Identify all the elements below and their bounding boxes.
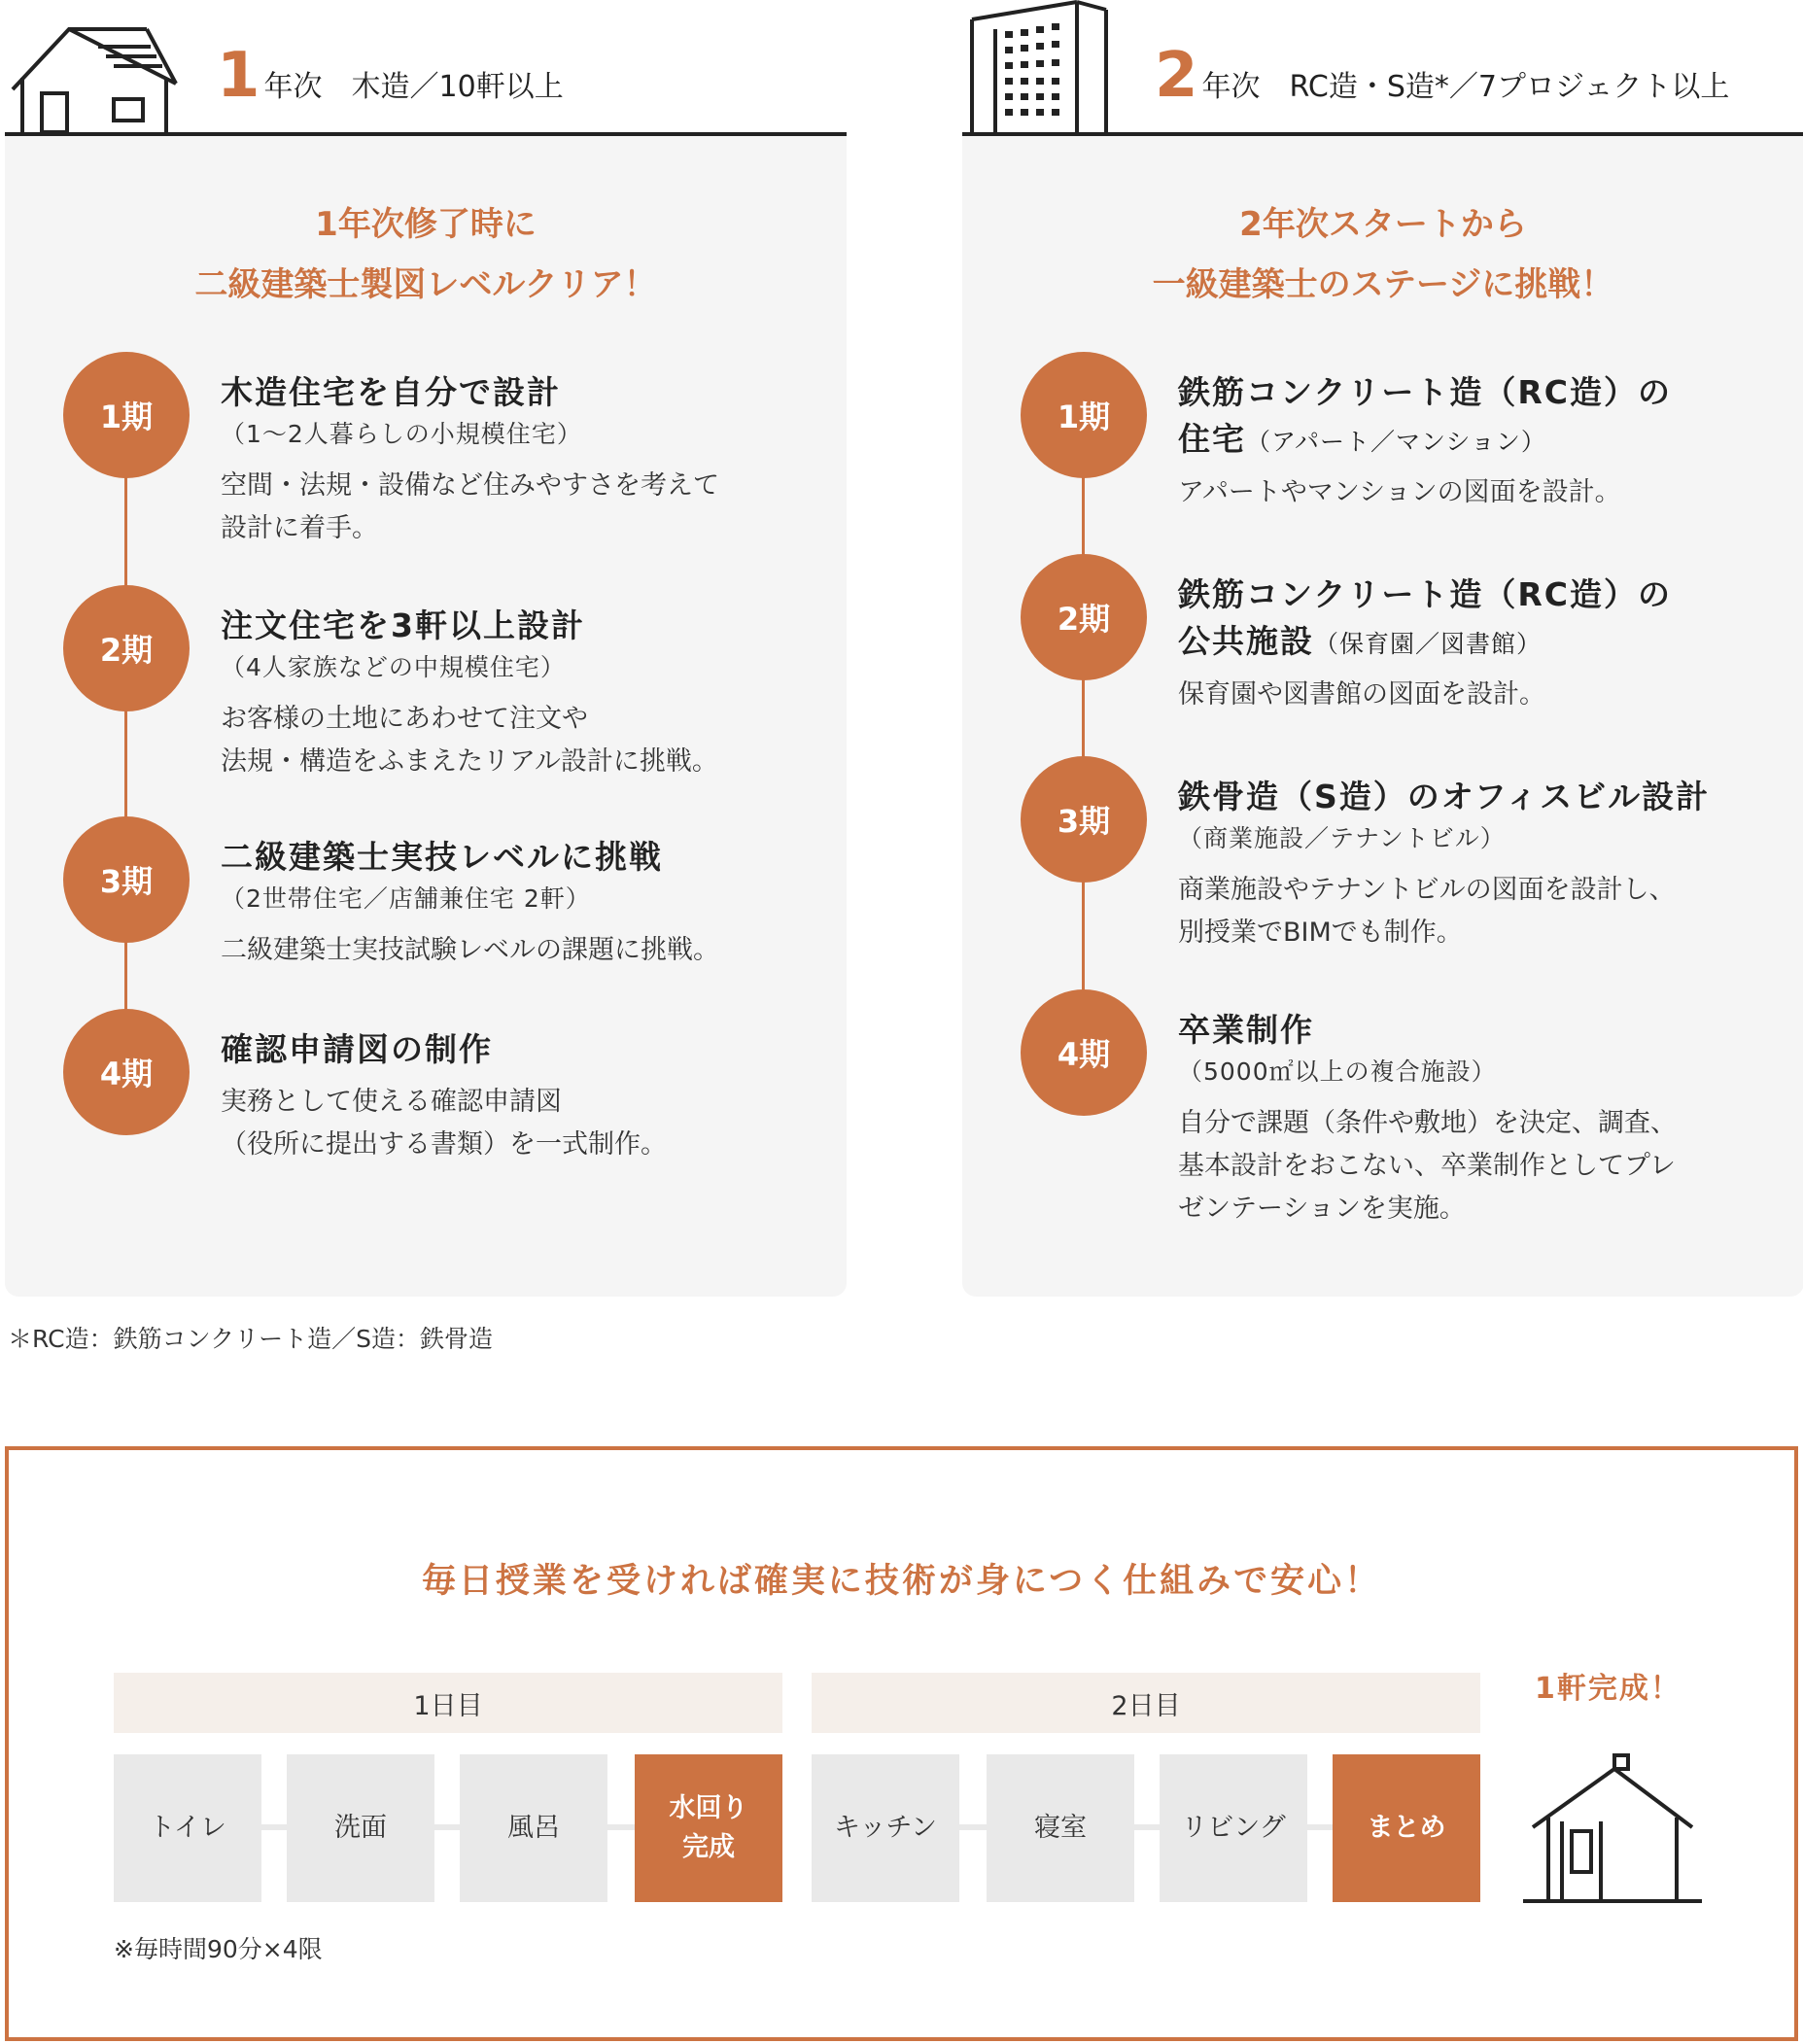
year2-title: [1155, 40, 1730, 112]
year1-timeline: [124, 414, 127, 1036]
term-title-main: 住宅: [1178, 420, 1246, 458]
term-subtitle: （保育園／図書館）: [1314, 630, 1543, 658]
year1-column: [5, 0, 847, 1297]
desc-line: 空間・法規・設備など住みやすさを考えて: [221, 470, 719, 501]
year2-number: 2: [1155, 40, 1198, 112]
step-kitchen: キッチン: [812, 1754, 959, 1902]
term-description: [1178, 674, 1785, 716]
step-label-line1: 水回り: [669, 1793, 748, 1823]
step-washroom: 洗面: [287, 1754, 434, 1902]
house-icon: [1523, 1748, 1702, 1907]
term-badge: 3期: [63, 816, 190, 943]
step-summary: まとめ: [1333, 1754, 1480, 1902]
term-title: 確認申請図の制作: [221, 1030, 493, 1068]
year1-title: [217, 40, 564, 112]
desc-line: （役所に提出する書類）を一式制作。: [221, 1129, 667, 1160]
year1-header: [5, 0, 847, 136]
year1-number: 1: [217, 40, 260, 112]
year1-label: 年次 木造／10軒以上: [263, 70, 564, 104]
day2-label: 2日目: [812, 1673, 1480, 1733]
term-description: [221, 465, 827, 550]
step-bath: 風呂: [460, 1754, 607, 1902]
term-badge: 1期: [1021, 352, 1147, 478]
term-badge: 4期: [1021, 989, 1147, 1116]
year2-header: [962, 0, 1803, 136]
step-water-complete: [635, 1754, 782, 1902]
step-living: リビング: [1160, 1754, 1307, 1902]
term-subtitle: （アパート／マンション）: [1246, 428, 1546, 456]
complete-label: 1軒完成！: [1535, 1672, 1682, 1706]
step-toilet: トイレ: [114, 1754, 261, 1902]
term-badge: 2期: [63, 585, 190, 711]
desc-line: 自分で課題（条件や敷地）を決定、調査、: [1178, 1108, 1677, 1138]
building-icon: [970, 0, 1116, 132]
desc-line: 二級建築士実技試験レベルの課題に挑戦。: [221, 935, 719, 965]
term-title: 木造住宅を自分で設計: [221, 373, 561, 411]
desc-line: アパートやマンションの図面を設計。: [1178, 477, 1621, 507]
term-description: [221, 698, 827, 783]
term-subtitle: （1〜2人暮らしの小規模住宅）: [221, 420, 582, 448]
desc-line: 商業施設やテナントビルの図面を設計し、: [1178, 875, 1676, 905]
desc-line: ゼンテーションを実施。: [1178, 1194, 1466, 1224]
desc-line: 法規・構造をふまえたリアル設計に挑戦。: [221, 746, 718, 777]
term-subtitle: （商業施設／テナントビル）: [1178, 824, 1506, 852]
year2-label: 年次 RC造・S造*／7プロジェクト以上: [1201, 70, 1730, 104]
year2-lead: [962, 194, 1803, 315]
term-badge: 1期: [63, 352, 190, 478]
year1-lead-line1: 1年次修了時に: [315, 205, 537, 244]
schedule-note: ※毎時間90分×4限: [114, 1935, 323, 1963]
year2-lead-line2: 一級建築士のステージに挑戦！: [1152, 265, 1614, 304]
term-title: 鉄筋コンクリート造（RC造）の: [1178, 575, 1672, 613]
term-description: [221, 929, 827, 972]
term-title-main: 公共施設: [1178, 622, 1314, 660]
step-bedroom: 寝室: [987, 1754, 1134, 1902]
year2-lead-line1: 2年次スタートから: [1239, 205, 1527, 244]
day1-label: 1日目: [114, 1673, 782, 1733]
term-title: 二級建築士実技レベルに挑戦: [221, 838, 663, 876]
year2-column: [962, 0, 1803, 1297]
term-title: 卒業制作: [1178, 1011, 1314, 1049]
house-icon: [5, 10, 180, 132]
desc-line: 別授業でBIMでも制作。: [1178, 918, 1463, 948]
footnote: ＊RC造：鉄筋コンクリート造／S造：鉄骨造: [8, 1325, 493, 1353]
term-title-line2: [1178, 416, 1785, 466]
desc-line: 基本設計をおこない、卒業制作としてプレ: [1178, 1151, 1676, 1181]
term-title: 鉄骨造（S造）のオフィスビル設計: [1178, 778, 1711, 815]
term-subtitle: （5000㎡以上の複合施設）: [1178, 1057, 1497, 1086]
term-description: [1178, 1102, 1785, 1230]
desc-line: お客様の土地にあわせて注文や: [221, 704, 588, 734]
term-subtitle: （4人家族などの中規模住宅）: [221, 653, 566, 681]
term-title: 注文住宅を3軒以上設計: [221, 606, 585, 644]
term-title-line2: [1178, 618, 1785, 668]
year1-panel: [5, 136, 847, 1297]
year2-panel: [962, 136, 1803, 1297]
desc-line: 実務として使える確認申請図: [221, 1087, 562, 1117]
step-label-line2: 完成: [682, 1832, 735, 1862]
term-description: [1178, 471, 1785, 514]
year1-lead: [5, 194, 847, 315]
schedule-box: [5, 1446, 1798, 2041]
term-subtitle: （2世帯住宅／店舗兼住宅 2軒）: [221, 884, 591, 913]
term-badge: 2期: [1021, 554, 1147, 680]
term-badge: 4期: [63, 1009, 190, 1135]
term-description: [1178, 869, 1785, 954]
term-description: [221, 1081, 827, 1166]
term-title: 鉄筋コンクリート造（RC造）の: [1178, 373, 1672, 411]
desc-line: 保育園や図書館の図面を設計。: [1178, 679, 1545, 710]
term-badge: 3期: [1021, 756, 1147, 883]
desc-line: 設計に着手。: [221, 513, 378, 543]
year1-lead-line2: 二級建築士製図レベルクリア！: [194, 265, 657, 304]
schedule-title: 毎日授業を受ければ確実に技術が身につく仕組みで安心！: [421, 1562, 1382, 1601]
